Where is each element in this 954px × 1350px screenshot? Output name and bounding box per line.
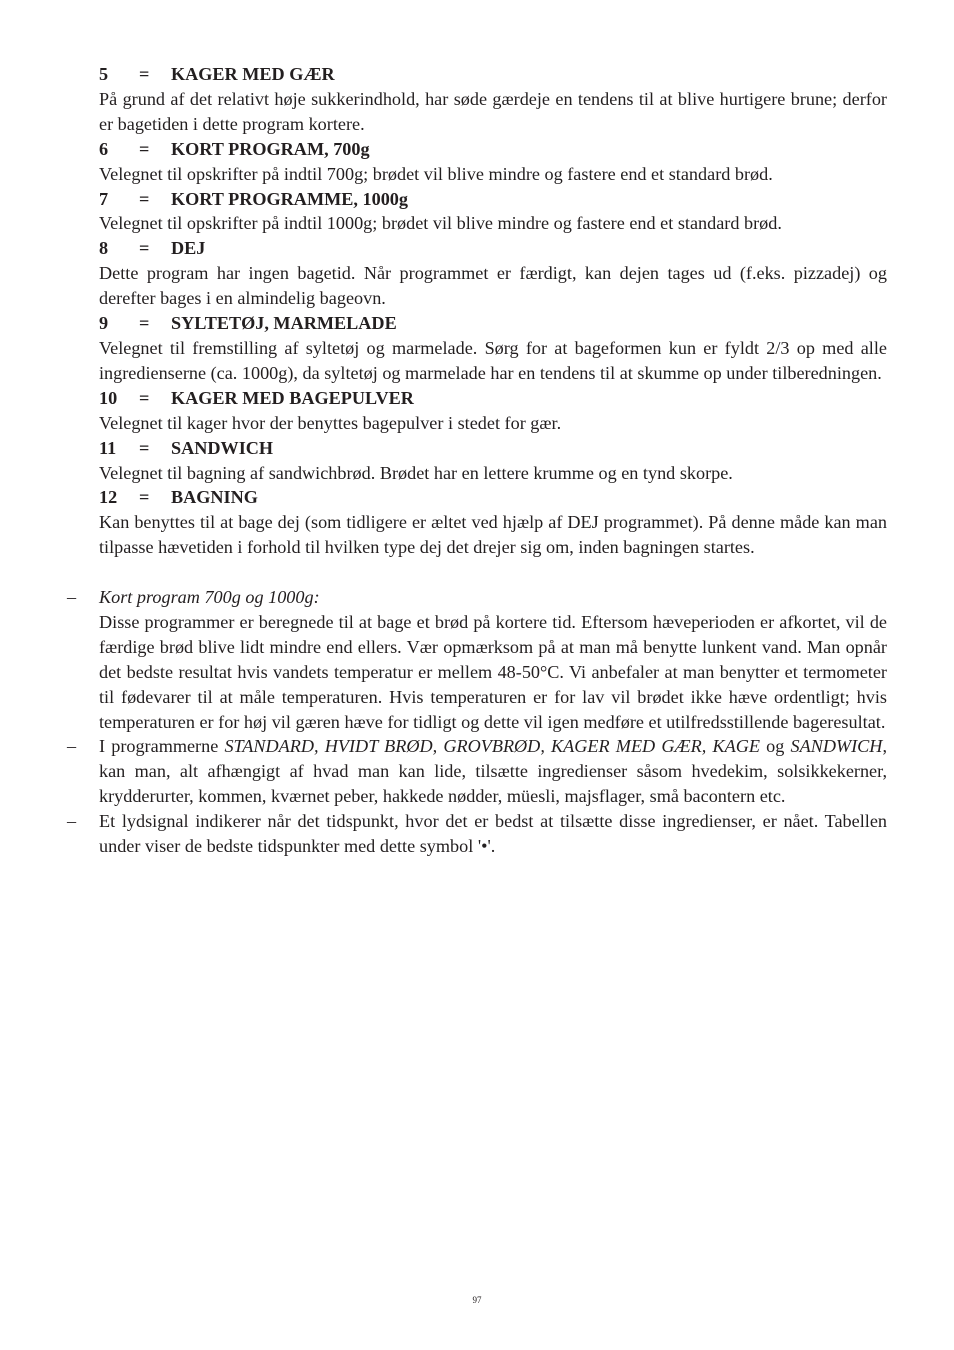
program-heading bbox=[99, 187, 887, 212]
program-item-5 bbox=[99, 62, 887, 137]
bullet-text-mid: og bbox=[759, 736, 791, 757]
program-heading bbox=[99, 236, 887, 261]
bullet-text-pre: I programmerne bbox=[99, 736, 225, 757]
program-item-10 bbox=[99, 386, 887, 436]
bullet-text: Disse programmer er beregnede til at bage et brød på kortere tid. Eftersom hæveperioden er afkortet, vil de færdige brød blive lidt mindre end ellers. Vær opmærksom på at man må benytte lunkent vand. Man opnår det bedste resultat hvis vandets temperatur er mellem 48-50°C. Vi anbefaler at man benytter et termometer til fødevarer til at måle temperaturen. Hvis temperaturen er for lav vil brødet ikke hæve ordentligt; hvis temperaturen er for høj vil gæren hæve for tidligt og dette vil igen medføre et utilfredsstillende bageresultat. bbox=[99, 611, 887, 732]
program-item-6 bbox=[99, 137, 887, 187]
equals-sign: = bbox=[139, 437, 150, 458]
program-heading bbox=[99, 436, 887, 461]
program-heading bbox=[99, 62, 887, 87]
program-description: Dette program har ingen bagetid. Når programmet er færdigt, kan dejen tages ud (f.eks. pizzadej) og derefter bages i en almindelig bageovn. bbox=[99, 263, 887, 309]
program-names: STANDARD, HVIDT BRØD, GROVBRØD, KAGER MED GÆR, KAGE bbox=[224, 736, 760, 757]
program-title: SYLTETØJ, MARMELADE bbox=[171, 313, 397, 334]
program-title: BAGNING bbox=[171, 487, 258, 508]
equals-sign: = bbox=[139, 238, 150, 259]
equals-sign: = bbox=[139, 188, 150, 209]
program-title: SANDWICH bbox=[171, 437, 274, 458]
program-heading bbox=[99, 137, 887, 162]
program-title: KORT PROGRAM, 700g bbox=[171, 138, 370, 159]
program-number: 9 bbox=[99, 313, 109, 334]
program-description: Velegnet til opskrifter på indtil 700g; brødet vil blive mindre og fastere end et standard brød. bbox=[99, 163, 773, 184]
program-description: Velegnet til kager hvor der benyttes bagepulver i stedet for gær. bbox=[99, 412, 562, 433]
program-number: 12 bbox=[99, 487, 118, 508]
equals-sign: = bbox=[139, 138, 150, 159]
bullet-text: Et lydsignal indikerer når det tidspunkt, hvor det er bedst at tilsætte disse ingredienser, er nået. Tabellen under viser de bedste tidspunkter med dette symbol '•'. bbox=[99, 811, 887, 857]
program-name-sandwich: SANDWICH bbox=[790, 736, 883, 757]
program-title: KORT PROGRAMME, 1000g bbox=[171, 188, 408, 209]
program-number: 7 bbox=[99, 188, 109, 209]
equals-sign: = bbox=[139, 313, 150, 334]
equals-sign: = bbox=[139, 487, 150, 508]
bullet-dash: – bbox=[67, 587, 77, 608]
program-heading bbox=[99, 311, 887, 336]
equals-sign: = bbox=[139, 64, 150, 84]
equals-sign: = bbox=[139, 387, 150, 408]
bullet-text bbox=[99, 734, 887, 809]
bullet-add-ingredients bbox=[67, 734, 887, 809]
program-item-11 bbox=[99, 436, 887, 486]
program-description: Kan benyttes til at bage dej (som tidligere er æltet ved hjælp af DEJ programmet). På denne måde kan man tilpasse hævetiden i forhold til hvilken type dej det drejer sig om, inden bagningen startes. bbox=[99, 512, 887, 558]
program-title: DEJ bbox=[171, 238, 206, 259]
program-number: 6 bbox=[99, 138, 109, 159]
program-number: 11 bbox=[99, 437, 117, 458]
bullet-text-post: , kan man, alt afhængigt af hvad man kan lide, tilsætte ingredienser såsom hvedekim, solsikkekerner, krydderurter, kommen, kværnet peber, hakkede nødder, müesli, majsflager, små bacontern etc. bbox=[99, 736, 887, 807]
bullet-dash: – bbox=[67, 736, 77, 757]
bullet-title bbox=[99, 585, 887, 610]
page-content bbox=[67, 62, 887, 859]
program-description: Velegnet til opskrifter på indtil 1000g; brødet vil blive mindre og fastere end et standard brød. bbox=[99, 213, 782, 234]
program-number: 10 bbox=[99, 387, 118, 408]
section-spacer bbox=[99, 560, 887, 585]
page-number: 97 bbox=[472, 1295, 482, 1305]
program-item-9 bbox=[99, 311, 887, 386]
program-heading bbox=[99, 485, 887, 510]
bullet-dash: – bbox=[67, 811, 77, 832]
program-title: KAGER MED BAGEPULVER bbox=[171, 387, 414, 408]
bullet-short-program bbox=[67, 585, 887, 734]
program-item-7 bbox=[99, 187, 887, 237]
program-title: KAGER MED GÆR bbox=[171, 64, 335, 84]
program-number: 5 bbox=[99, 64, 109, 84]
program-heading bbox=[99, 386, 887, 411]
bullet-title-text: Kort program 700g og 1000g: bbox=[99, 587, 320, 608]
program-description: På grund af det relativt høje sukkerindhold, har søde gærdeje en tendens til at blive hurtigere brune; derfor er bagetiden i dette program kortere. bbox=[99, 88, 887, 134]
program-item-12 bbox=[99, 485, 887, 560]
program-description: Velegnet til fremstilling af syltetøj og marmelade. Sørg for at bageformen kun er fyldt 2/3 op med alle ingredienserne (ca. 1000g), da syltetøj og marmelade har en tendens til at skumme op under tilberedningen. bbox=[99, 337, 887, 383]
program-description: Velegnet til bagning af sandwichbrød. Brødet har en lettere krumme og en tynd skorpe. bbox=[99, 462, 733, 483]
bullet-beep-signal bbox=[67, 809, 887, 859]
program-item-8 bbox=[99, 236, 887, 311]
program-number: 8 bbox=[99, 238, 109, 259]
